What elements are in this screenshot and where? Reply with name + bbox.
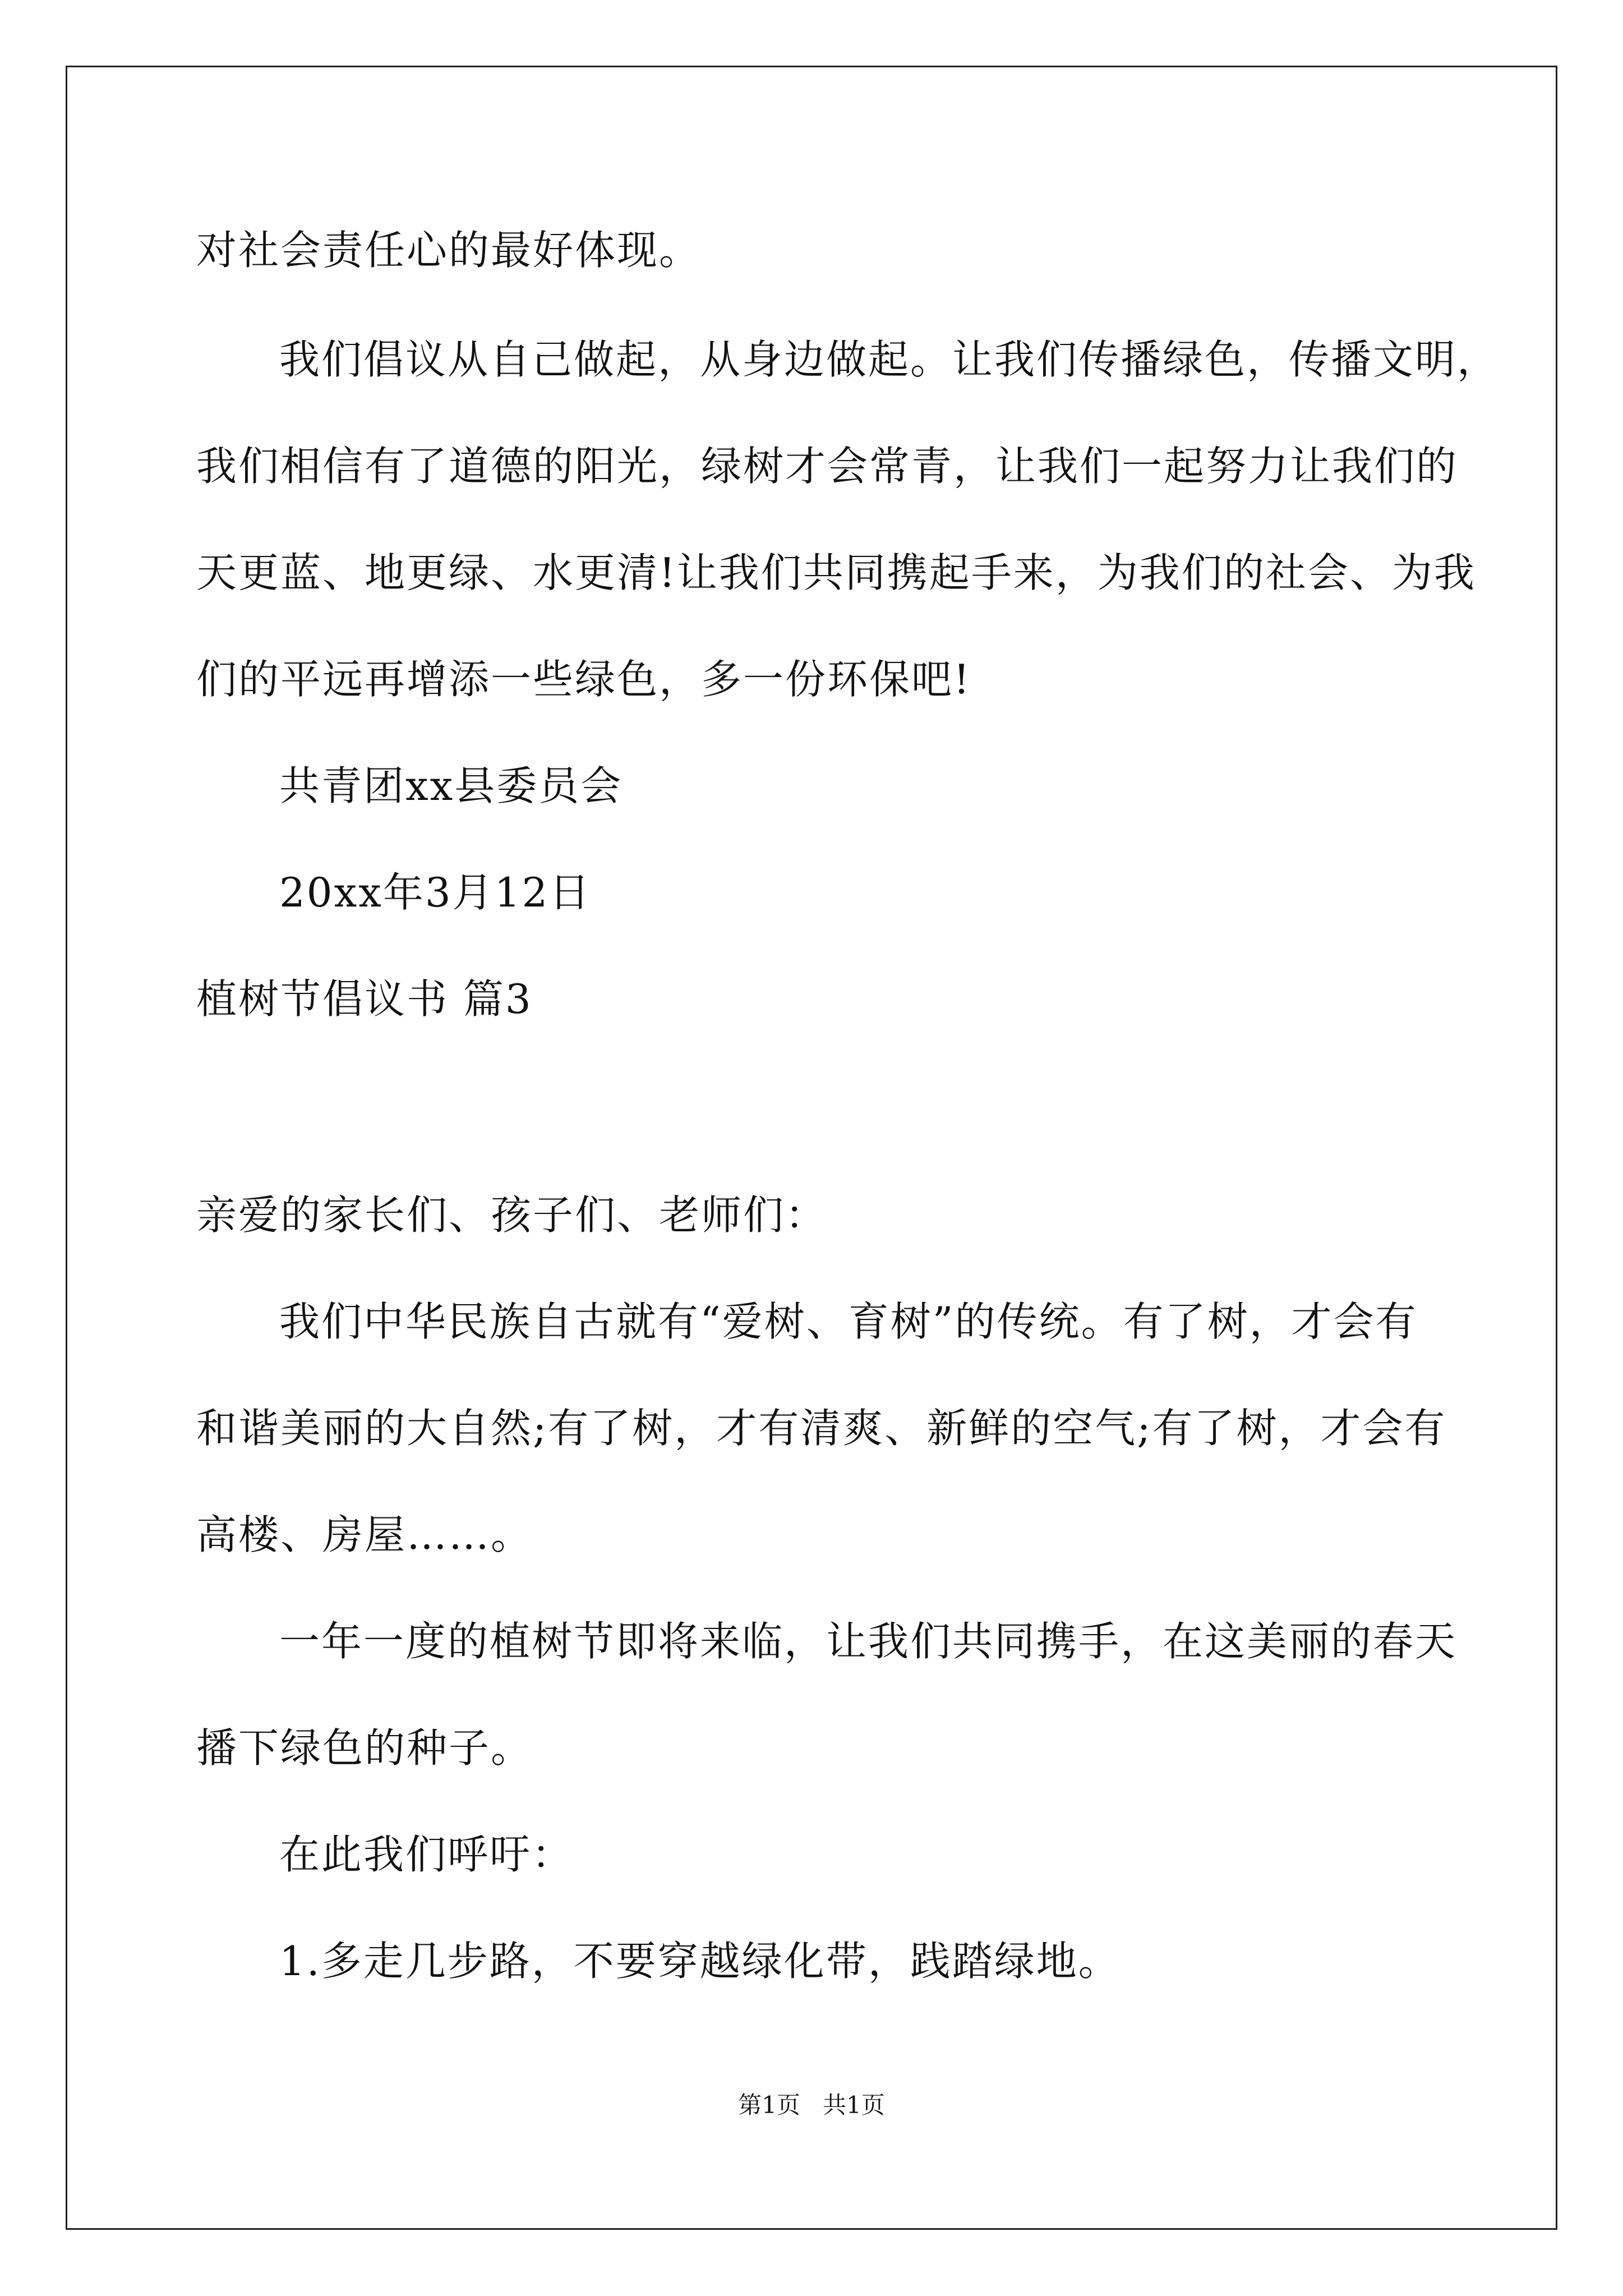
paragraph-line: 我们倡议从自己做起，从身边做起。让我们传播绿色，传播文明， (279, 336, 1500, 383)
section-heading: 植树节倡议书 篇3 (196, 976, 533, 1023)
paragraph-line: 在此我们呼吁： (279, 1831, 574, 1878)
paragraph-line: 高楼、房屋……。 (196, 1511, 533, 1558)
salutation: 亲爱的家长们、孩子们、老师们： (196, 1191, 828, 1239)
paragraph-line: 和谐美丽的大自然;有了树，才有清爽、新鲜的空气;有了树，才会有 (196, 1405, 1447, 1452)
signature-date: 20xx年3月12日 (279, 869, 592, 916)
page-border (66, 66, 1557, 2230)
paragraph-line: 播下绿色的种子。 (196, 1724, 533, 1772)
paragraph-line: 天更蓝、地更绿、水更清!让我们共同携起手来，为我们的社会、为我 (196, 549, 1476, 596)
paragraph-line: 们的平远再增添一些绿色，多一份环保吧! (196, 656, 971, 703)
paragraph-line: 我们中华民族自古就有“爱树、育树”的传统。有了树，才会有 (279, 1298, 1418, 1345)
list-item: 1.多走几步路，不要穿越绿化带，践踏绿地。 (279, 1938, 1121, 1985)
paragraph-line: 我们相信有了道德的阳光，绿树才会常青，让我们一起努力让我们的 (196, 443, 1459, 490)
signature-organization: 共青团xx县委员会 (279, 762, 623, 809)
paragraph-line: 一年一度的植树节即将来临，让我们共同携手，在这美丽的春天 (279, 1618, 1458, 1665)
paragraph-line: 对社会责任心的最好体现。 (196, 227, 702, 274)
page-footer: 第1页 共1页 (738, 2091, 885, 2119)
